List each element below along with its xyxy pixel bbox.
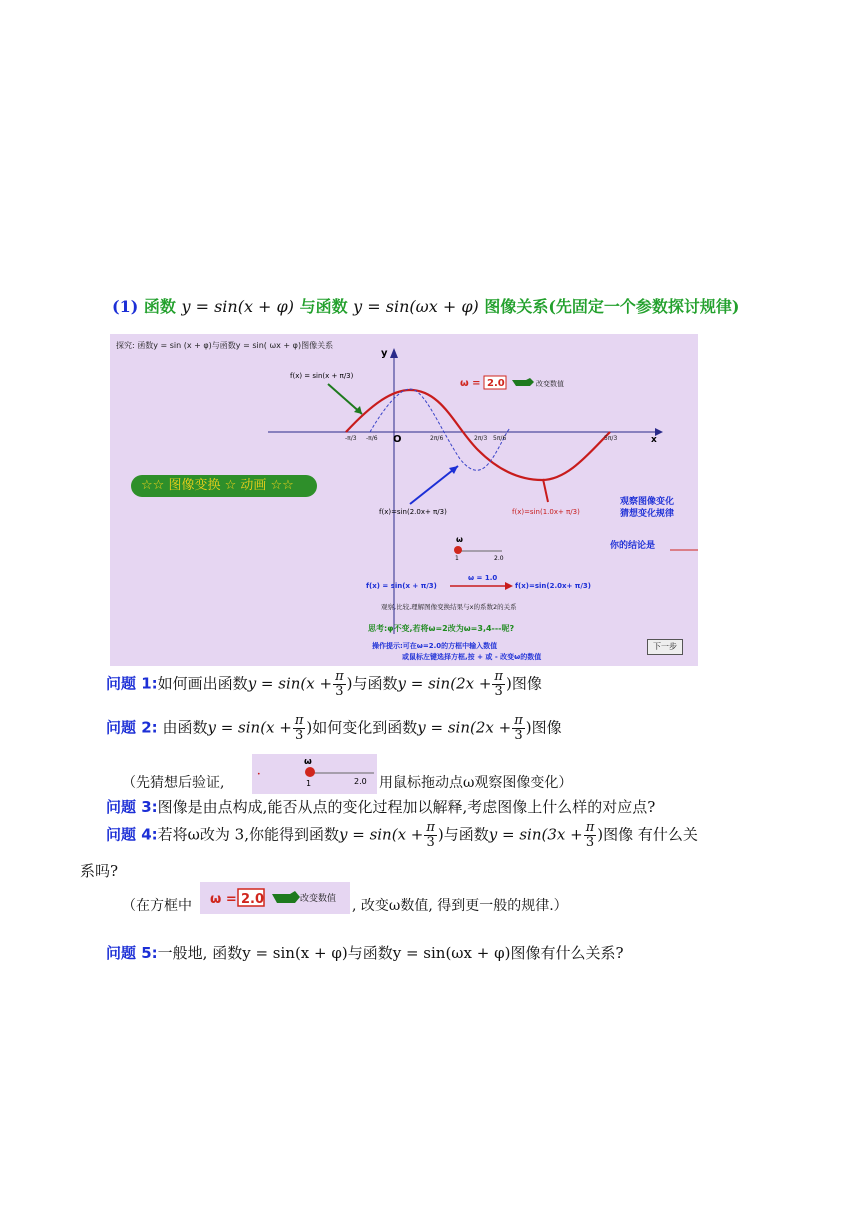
q2-frac-1 bbox=[293, 714, 306, 743]
q4-frac-1 bbox=[424, 821, 437, 850]
heading-formula-2: y = sin(ωx + φ) bbox=[353, 297, 479, 316]
q1-formula-b: y = sin(x + bbox=[247, 674, 333, 693]
tick-4: 2π/3 bbox=[474, 435, 488, 442]
flow-omega: ω = 1.0 bbox=[468, 574, 498, 582]
next-step-button[interactable]: 下一步 bbox=[647, 639, 683, 655]
tick-2: -π/6 bbox=[366, 435, 378, 442]
question-2 bbox=[106, 714, 562, 743]
label-f3: f(x)=sin(1.0x+ π/3) bbox=[512, 508, 580, 516]
heading-text-1: 函数 bbox=[143, 297, 176, 316]
frac-num: π bbox=[494, 669, 503, 684]
slider-label: ω bbox=[456, 535, 463, 544]
value-box-image bbox=[200, 882, 350, 914]
q2-text-c: )如何变化到函数 bbox=[306, 718, 418, 737]
slider-image-handle[interactable] bbox=[305, 767, 315, 777]
heading-number: (1) bbox=[112, 297, 139, 316]
slider-image-max: 2.0 bbox=[354, 777, 367, 786]
question-4 bbox=[106, 821, 698, 850]
q2-text-e: )图像 bbox=[525, 718, 562, 737]
frac-num: π bbox=[426, 820, 435, 835]
frac-num: π bbox=[294, 713, 304, 728]
label-f1: f(x) = sin(x + π/3) bbox=[290, 372, 354, 380]
q4-formula-b: y = sin(x + bbox=[338, 825, 424, 844]
value-box-omega: ω = bbox=[210, 892, 237, 907]
q1-text-a: 如何画出函数 bbox=[157, 674, 248, 693]
pointing-hand-icon bbox=[512, 378, 534, 386]
frac-den: 3 bbox=[514, 728, 523, 743]
q1-frac-1 bbox=[333, 670, 346, 699]
label-f2: f(x)=sin(2.0x+ π/3) bbox=[379, 508, 447, 516]
frac-den: 3 bbox=[585, 835, 595, 850]
heading-text-3: 图像关系(先固定一个参数探讨规律) bbox=[484, 297, 740, 316]
frac-num: π bbox=[585, 820, 595, 835]
question-3 bbox=[106, 796, 655, 817]
question-4-continued: 系吗? bbox=[80, 862, 119, 880]
note-2-suffix: , 改变ω数值, 得到更一般的规律.） bbox=[352, 898, 568, 914]
slider-image bbox=[252, 754, 377, 794]
q4-frac-2 bbox=[584, 821, 597, 850]
hint-text-2: 或鼠标左键选择方框,按 + 或 - 改变ω的数值 bbox=[402, 653, 542, 661]
value-box-canvas bbox=[200, 882, 350, 914]
value-box-value: 2.0 bbox=[241, 892, 265, 907]
question-4-label: 问题 4: bbox=[106, 825, 158, 844]
slider-image-omega: ω bbox=[304, 757, 312, 767]
q1-frac-2 bbox=[492, 670, 505, 699]
slider-min: 1 bbox=[455, 555, 459, 562]
question-5-label: 问题 5: bbox=[106, 944, 158, 962]
conclusion-text: 你的结论是 bbox=[610, 541, 656, 551]
animation-toggle[interactable]: ☆☆ 图像变换 ☆ 动画 ☆☆ bbox=[131, 475, 317, 497]
y-axis-label: y bbox=[381, 348, 388, 359]
x-axis-label: x bbox=[651, 435, 657, 445]
q1-formula-d: y = sin(2x + bbox=[397, 674, 492, 693]
tick-5: 5π/6 bbox=[493, 435, 507, 442]
slider-image-min: 1 bbox=[306, 779, 312, 788]
omega-value: 2.0 bbox=[487, 378, 505, 389]
frac-den: 3 bbox=[294, 728, 304, 743]
question-2-label: 问题 2: bbox=[106, 718, 158, 737]
tick-1: -π/3 bbox=[345, 435, 357, 442]
slider-image-canvas bbox=[252, 754, 377, 794]
tick-3: 2π/6 bbox=[430, 435, 444, 442]
arrow-f3 bbox=[543, 479, 548, 502]
section-heading bbox=[112, 294, 740, 317]
flow-left: f(x) = sin(x + π/3) bbox=[366, 582, 437, 590]
frac-num: π bbox=[335, 669, 344, 684]
flow-right: f(x)=sin(2.0x+ π/3) bbox=[515, 582, 591, 590]
q2-text-a: 由函数 bbox=[162, 718, 208, 737]
q1-text-c: )与函数 bbox=[346, 674, 398, 693]
flow-arrow-head-icon bbox=[505, 582, 513, 590]
value-box-label: 改变数值 bbox=[300, 894, 337, 904]
slider-max: 2.0 bbox=[494, 555, 504, 562]
frac-den: 3 bbox=[494, 684, 503, 699]
question-1-label: 问题 1: bbox=[106, 674, 158, 693]
heading-text-2: 与函数 bbox=[299, 297, 348, 316]
note-1-suffix: 用鼠标拖动点ω观察图像变化） bbox=[379, 775, 573, 791]
origin-label: O bbox=[393, 434, 402, 445]
question-5 bbox=[106, 942, 624, 963]
note-1-prefix: （先猜想后验证, bbox=[122, 775, 225, 791]
omega-label: ω = bbox=[460, 378, 481, 389]
compare-text: 观察,比较,理解图像变换结果与x的系数2的关系 bbox=[381, 603, 517, 611]
q2-formula-b: y = sin(x + bbox=[207, 718, 292, 737]
question-3-label: 问题 3: bbox=[106, 798, 158, 816]
q1-text-e: )图像 bbox=[505, 674, 542, 693]
think-text: 思考:φ不变,若将ω=2改为ω=3,4---呢? bbox=[368, 624, 515, 633]
arrow-f2 bbox=[410, 466, 458, 504]
y-arrow-icon bbox=[390, 348, 398, 358]
q5-text: 一般地, 函数y = sin(x + φ)与函数y = sin(ωx + φ)图像有什么关系? bbox=[157, 944, 624, 962]
frac-den: 3 bbox=[426, 835, 435, 850]
change-value-label: 改变数值 bbox=[536, 380, 564, 388]
heading-formula-1: y = sin(x + φ) bbox=[181, 297, 294, 316]
value-box-hand-icon bbox=[272, 891, 300, 903]
q4-formula-d: y = sin(3x + bbox=[488, 825, 583, 844]
q3-text: 图像是由点构成,能否从点的变化过程加以解释,考虑图像上什么样的对应点? bbox=[157, 798, 656, 816]
frac-den: 3 bbox=[335, 684, 344, 699]
q4-text-c: )与函数 bbox=[437, 825, 489, 844]
graph-applet bbox=[110, 334, 698, 666]
slider-handle[interactable] bbox=[454, 546, 462, 554]
q4-text-e: )图像 有什么关 bbox=[597, 825, 698, 844]
note-2-prefix: （在方框中 bbox=[122, 898, 192, 914]
tick-6: 5π/3 bbox=[604, 435, 618, 442]
slider-image-dot: • bbox=[257, 771, 261, 778]
q4-text-a: 若将ω改为 3,你能得到函数 bbox=[157, 825, 339, 844]
q2-frac-2 bbox=[512, 714, 525, 743]
observe-text-1: 观察图像变化 bbox=[620, 497, 675, 507]
applet-canvas bbox=[110, 334, 698, 666]
frac-num: π bbox=[514, 713, 523, 728]
curve-sin-2x bbox=[370, 389, 510, 470]
hint-text-1: 操作提示:可在ω=2.0的方框中输入数值 bbox=[372, 642, 498, 650]
tick-labels bbox=[345, 435, 617, 442]
q2-formula-d: y = sin(2x + bbox=[417, 718, 512, 737]
observe-text-2: 猜想变化规律 bbox=[620, 509, 675, 519]
applet-title: 探究: 函数y = sin (x + φ)与函数y = sin( ωx + φ)图像关系 bbox=[116, 341, 334, 350]
question-1 bbox=[106, 670, 542, 699]
